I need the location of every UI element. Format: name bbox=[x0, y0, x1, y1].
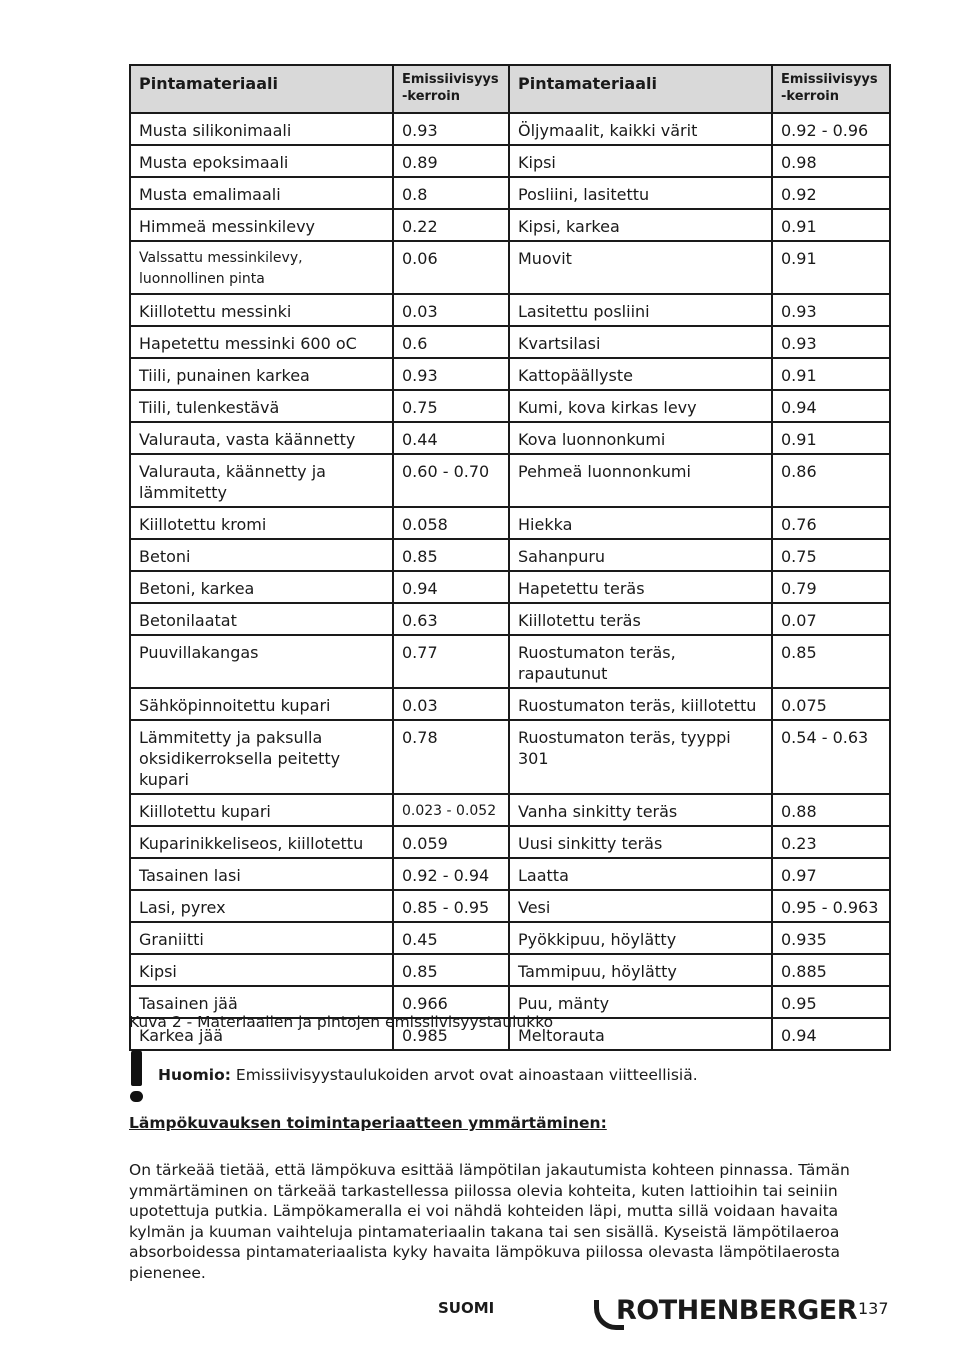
material-cell: Tiili, punainen karkea bbox=[130, 358, 393, 390]
table-row bbox=[130, 113, 890, 145]
table-row bbox=[130, 241, 890, 294]
material-cell: Lämmitetty ja paksulla oksidikerroksella peitetty kupari bbox=[130, 720, 393, 794]
emissivity-cell: 0.023 - 0.052 bbox=[393, 794, 509, 826]
emissivity-cell: 0.058 bbox=[393, 507, 509, 539]
header-material-left: Pintamateriaali bbox=[130, 65, 393, 113]
table-row bbox=[130, 954, 890, 986]
footer-language: SUOMI bbox=[438, 1299, 495, 1317]
note-label: Huomio: bbox=[158, 1066, 231, 1084]
emissivity-cell: 0.45 bbox=[393, 922, 509, 954]
table-row bbox=[130, 635, 890, 688]
material-cell: Vanha sinkitty teräs bbox=[509, 794, 772, 826]
table-row bbox=[130, 390, 890, 422]
emissivity-cell: 0.94 bbox=[772, 1018, 890, 1050]
material-cell: Tasainen jää bbox=[130, 986, 393, 1018]
body-paragraph: On tärkeää tietää, että lämpökuva esittää lämpötilan jakautumista kohteen pinnassa. Tämän ymmärtäminen on tärkeää tarkastellessa piilossa olevia kohteita, kuten lattioihin tai seiniin upotettuja putkia. Lämpökameralla ei voi nähdä kohteiden läpi, mutta sillä voidaan havaita kylmän ja kuuman vaihteluja pintamateriaalin takana tai sen sisällä. Kyseistä lämpötilaeroa absorboidessa pintamateriaalista kyky havaita lämpökuva piilossa olevasta lämpötilaerosta pienenee. bbox=[129, 1161, 850, 1282]
table-row bbox=[130, 890, 890, 922]
material-cell: Kipsi, karkea bbox=[509, 209, 772, 241]
material-cell: Kattopäällyste bbox=[509, 358, 772, 390]
material-cell: Kvartsilasi bbox=[509, 326, 772, 358]
material-cell: Kipsi bbox=[130, 954, 393, 986]
material-cell: Ruostumaton teräs, kiillotettu bbox=[509, 688, 772, 720]
material-cell: Vesi bbox=[509, 890, 772, 922]
material-cell: Hapetettu teräs bbox=[509, 571, 772, 603]
table-row bbox=[130, 794, 890, 826]
table-row bbox=[130, 922, 890, 954]
table-row bbox=[130, 294, 890, 326]
material-cell: Betonilaatat bbox=[130, 603, 393, 635]
material-cell: Musta epoksimaali bbox=[130, 145, 393, 177]
material-cell: Tasainen lasi bbox=[130, 858, 393, 890]
page-number: 137 bbox=[858, 1299, 889, 1318]
material-cell: Lasitettu posliini bbox=[509, 294, 772, 326]
emissivity-cell: 0.60 - 0.70 bbox=[393, 454, 509, 507]
emissivity-cell: 0.91 bbox=[772, 422, 890, 454]
figure-caption: Kuva 2 - Materiaalien ja pintojen emissiivisyystaulukko bbox=[129, 1013, 554, 1031]
table-row bbox=[130, 454, 890, 507]
material-cell: Kiillotettu kromi bbox=[130, 507, 393, 539]
material-cell: Kumi, kova kirkas levy bbox=[509, 390, 772, 422]
emissivity-cell: 0.85 bbox=[393, 539, 509, 571]
material-cell: Sähköpinnoitettu kupari bbox=[130, 688, 393, 720]
emissivity-cell: 0.93 bbox=[393, 358, 509, 390]
material-cell: Valurauta, vasta käännetty bbox=[130, 422, 393, 454]
material-cell: Betoni bbox=[130, 539, 393, 571]
emissivity-cell: 0.94 bbox=[393, 571, 509, 603]
note-text: Emissiivisyystaulukoiden arvot ovat ainoastaan viitteellisiä. bbox=[230, 1066, 698, 1084]
table-row bbox=[130, 688, 890, 720]
material-cell: Valssattu messinkilevy, luonnollinen pinta bbox=[130, 241, 393, 294]
table-row bbox=[130, 720, 890, 794]
material-cell: Kuparinikkeliseos, kiillotettu bbox=[130, 826, 393, 858]
emissivity-cell: 0.95 bbox=[772, 986, 890, 1018]
emissivity-cell: 0.98 bbox=[772, 145, 890, 177]
emissivity-cell: 0.935 bbox=[772, 922, 890, 954]
material-cell: Kiillotettu messinki bbox=[130, 294, 393, 326]
table-header-row bbox=[130, 65, 890, 113]
emissivity-cell: 0.93 bbox=[772, 294, 890, 326]
material-cell: Lasi, pyrex bbox=[130, 890, 393, 922]
emissivity-cell: 0.75 bbox=[393, 390, 509, 422]
emissivity-cell: 0.85 - 0.95 bbox=[393, 890, 509, 922]
emissivity-cell: 0.85 bbox=[772, 635, 890, 688]
emissivity-cell: 0.93 bbox=[772, 326, 890, 358]
logo-text: ROTHENBERGER bbox=[616, 1295, 858, 1326]
emissivity-cell: 0.95 - 0.963 bbox=[772, 890, 890, 922]
material-cell: Musta emalimaali bbox=[130, 177, 393, 209]
material-cell: Posliini, lasitettu bbox=[509, 177, 772, 209]
emissivity-cell: 0.03 bbox=[393, 294, 509, 326]
emissivity-cell: 0.63 bbox=[393, 603, 509, 635]
emissivity-cell: 0.76 bbox=[772, 507, 890, 539]
emissivity-cell: 0.966 bbox=[393, 986, 509, 1018]
table-row bbox=[130, 177, 890, 209]
emissivity-cell: 0.06 bbox=[393, 241, 509, 294]
header-material-right: Pintamateriaali bbox=[509, 65, 772, 113]
material-cell: Hiekka bbox=[509, 507, 772, 539]
material-cell: Puu, mänty bbox=[509, 986, 772, 1018]
material-cell: Karkea jää bbox=[130, 1018, 393, 1050]
table-row bbox=[130, 326, 890, 358]
material-cell: Muovit bbox=[509, 241, 772, 294]
emissivity-cell: 0.03 bbox=[393, 688, 509, 720]
material-cell: Meltorauta bbox=[509, 1018, 772, 1050]
table-row bbox=[130, 571, 890, 603]
emissivity-cell: 0.44 bbox=[393, 422, 509, 454]
table-row bbox=[130, 858, 890, 890]
material-cell: Ruostumaton teräs, rapautunut bbox=[509, 635, 772, 688]
material-cell: Tiili, tulenkestävä bbox=[130, 390, 393, 422]
emissivity-cell: 0.92 bbox=[772, 177, 890, 209]
material-cell: Puuvillakangas bbox=[130, 635, 393, 688]
material-cell: Valurauta, käännetty ja lämmitetty bbox=[130, 454, 393, 507]
emissivity-cell: 0.86 bbox=[772, 454, 890, 507]
material-cell: Ruostumaton teräs, tyyppi 301 bbox=[509, 720, 772, 794]
material-cell: Sahanpuru bbox=[509, 539, 772, 571]
table-row bbox=[130, 603, 890, 635]
emissivity-cell: 0.91 bbox=[772, 358, 890, 390]
material-cell: Pyökkipuu, höylätty bbox=[509, 922, 772, 954]
material-cell: Pehmeä luonnonkumi bbox=[509, 454, 772, 507]
exclamation-icon bbox=[128, 1050, 146, 1102]
table-body bbox=[130, 113, 890, 1050]
emissivity-cell: 0.885 bbox=[772, 954, 890, 986]
material-cell: Kiillotettu teräs bbox=[509, 603, 772, 635]
emissivity-table bbox=[129, 64, 891, 1051]
emissivity-cell: 0.54 - 0.63 bbox=[772, 720, 890, 794]
emissivity-cell: 0.88 bbox=[772, 794, 890, 826]
emissivity-cell: 0.985 bbox=[393, 1018, 509, 1050]
material-cell: Himmeä messinkilevy bbox=[130, 209, 393, 241]
material-cell: Betoni, karkea bbox=[130, 571, 393, 603]
table-row bbox=[130, 422, 890, 454]
material-cell: Öljymaalit, kaikki värit bbox=[509, 113, 772, 145]
emissivity-cell: 0.78 bbox=[393, 720, 509, 794]
emissivity-cell: 0.6 bbox=[393, 326, 509, 358]
table-row bbox=[130, 209, 890, 241]
brand-logo bbox=[594, 1294, 858, 1334]
material-cell: Hapetettu messinki 600 oC bbox=[130, 326, 393, 358]
emissivity-cell: 0.75 bbox=[772, 539, 890, 571]
emissivity-cell: 0.94 bbox=[772, 390, 890, 422]
material-cell: Laatta bbox=[509, 858, 772, 890]
material-cell: Kova luonnonkumi bbox=[509, 422, 772, 454]
material-cell: Kiillotettu kupari bbox=[130, 794, 393, 826]
emissivity-cell: 0.77 bbox=[393, 635, 509, 688]
emissivity-cell: 0.23 bbox=[772, 826, 890, 858]
emissivity-cell: 0.92 - 0.94 bbox=[393, 858, 509, 890]
emissivity-cell: 0.85 bbox=[393, 954, 509, 986]
emissivity-cell: 0.79 bbox=[772, 571, 890, 603]
header-emissivity-left: Emissiivisyys-kerroin bbox=[393, 65, 509, 113]
emissivity-cell: 0.07 bbox=[772, 603, 890, 635]
material-cell: Graniitti bbox=[130, 922, 393, 954]
material-cell: Tammipuu, höylätty bbox=[509, 954, 772, 986]
table-row bbox=[130, 358, 890, 390]
emissivity-cell: 0.93 bbox=[393, 113, 509, 145]
material-cell: Musta silikonimaali bbox=[130, 113, 393, 145]
table-row bbox=[130, 507, 890, 539]
table-row bbox=[130, 826, 890, 858]
table-row bbox=[130, 145, 890, 177]
emissivity-cell: 0.91 bbox=[772, 209, 890, 241]
table-row bbox=[130, 539, 890, 571]
material-cell: Uusi sinkitty teräs bbox=[509, 826, 772, 858]
material-cell: Kipsi bbox=[509, 145, 772, 177]
emissivity-cell: 0.22 bbox=[393, 209, 509, 241]
emissivity-cell: 0.91 bbox=[772, 241, 890, 294]
emissivity-cell: 0.97 bbox=[772, 858, 890, 890]
emissivity-cell: 0.92 - 0.96 bbox=[772, 113, 890, 145]
note bbox=[158, 1066, 698, 1084]
header-emissivity-right: Emissiivisyys-kerroin bbox=[772, 65, 890, 113]
section-heading: Lämpökuvauksen toimintaperiaatteen ymmärtäminen: bbox=[129, 1114, 607, 1132]
emissivity-cell: 0.075 bbox=[772, 688, 890, 720]
emissivity-cell: 0.89 bbox=[393, 145, 509, 177]
emissivity-cell: 0.059 bbox=[393, 826, 509, 858]
emissivity-cell: 0.8 bbox=[393, 177, 509, 209]
